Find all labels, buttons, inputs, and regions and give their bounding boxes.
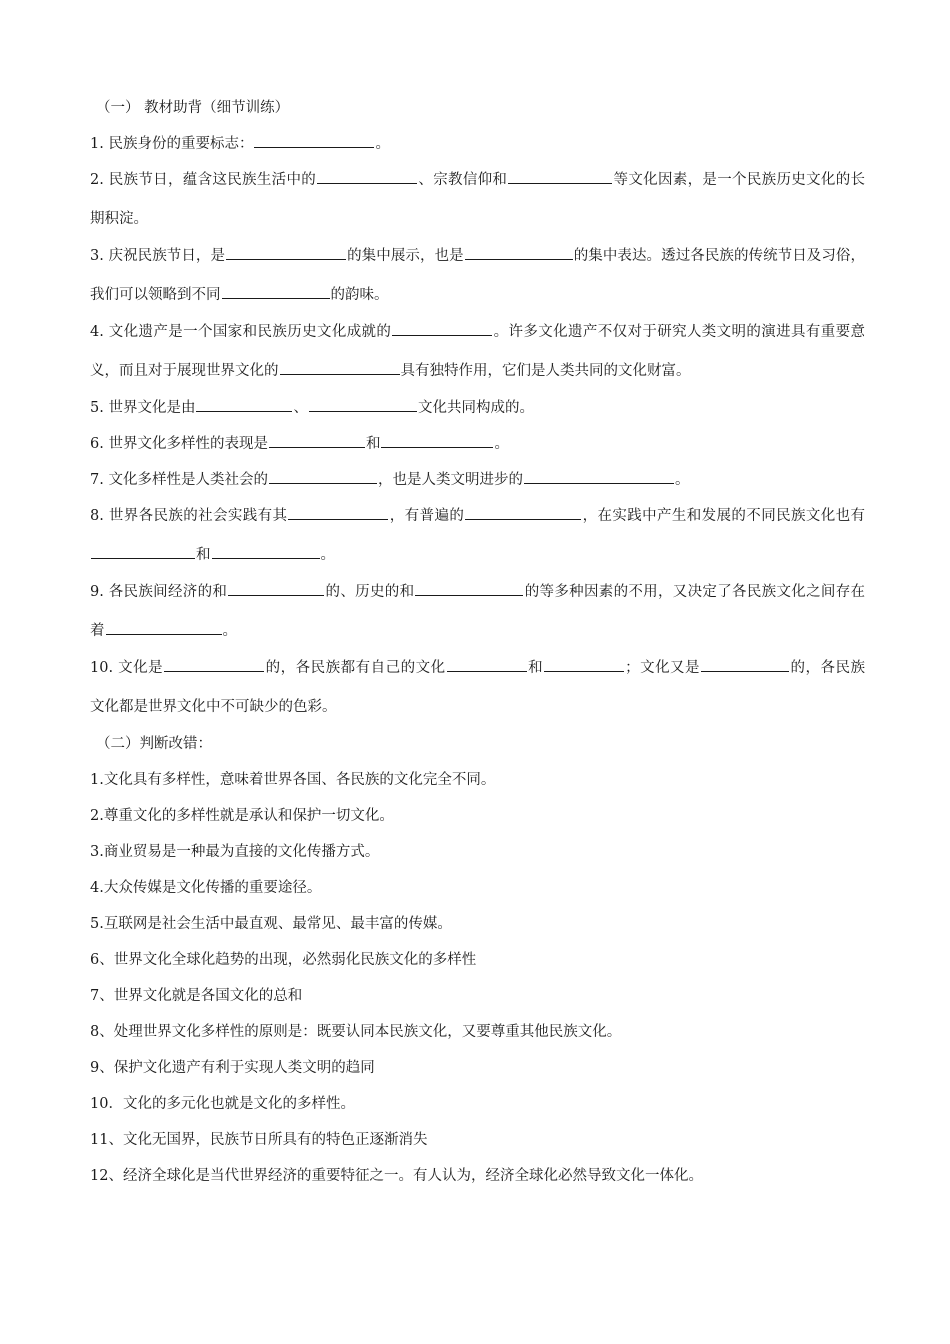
answer-blank[interactable] [280,360,400,375]
q3-text-b: 的集中展示，也是 [347,248,464,264]
q5-text-b: 、 [293,400,308,416]
judge-item-9: 9、保护文化遗产有利于实现人类文明的趋同 [90,1060,375,1076]
q7-text-a: 7. 文化多样性是人类社会的 [90,472,268,488]
q10-text-b: 的，各民族都有自己的文化 [265,660,446,676]
q3-text-a: 3. 庆祝民族节日，是 [90,248,226,264]
q5-text-c: 文化共同构成的。 [417,400,534,416]
q8-text-c: ，在实践中产生和发展的不同民族文化也有 [582,508,865,524]
q10-text-d: ；文化又是 [625,660,701,676]
judge-item-11: 11、文化无国界，民族节日所具有的特色正逐渐消失 [90,1132,428,1148]
fill-question-4 [90,313,865,391]
fill-question-5 [90,396,865,420]
q10-text-c: 和 [527,660,544,676]
answer-blank[interactable] [228,581,324,596]
q10-text-a: 10. 文化是 [90,660,164,676]
q8-text-e: 。 [320,547,335,563]
judge-item-4: 4.大众传媒是文化传播的重要途径。 [90,880,322,896]
answer-blank[interactable] [288,505,388,520]
answer-blank[interactable] [701,657,789,672]
fill-question-1 [90,132,865,156]
q4-text-b: 。许多文化遗产不仅对于研究人类文明的演进具有重要意义，而且对于展现世界文化的 [90,324,865,379]
q9-text-d: 。 [222,623,237,639]
answer-blank[interactable] [164,657,264,672]
answer-blank[interactable] [381,433,493,448]
q3-text-d: 的韵味。 [330,287,389,303]
q5-text-a: 5. 世界文化是由 [90,400,196,416]
fill-question-9 [90,573,865,651]
q6-text-b: 和 [365,436,381,452]
section-2-heading: （二）判断改错： [96,736,212,752]
answer-blank[interactable] [269,469,377,484]
q9-text-c: 的等多种因素的不用，又决定了各民族文化之间存在着 [90,584,866,639]
answer-blank[interactable] [254,133,374,148]
fill-question-2 [90,161,865,239]
answer-blank[interactable] [392,321,492,336]
judge-item-7: 7、世界文化就是各国文化的总和 [90,988,303,1004]
answer-blank[interactable] [465,505,581,520]
judge-item-10: 10．文化的多元化也就是文化的多样性。 [90,1096,355,1112]
answer-blank[interactable] [317,169,417,184]
q6-text-c: 。 [494,436,509,452]
judge-item-3: 3.商业贸易是一种最为直接的文化传播方式。 [90,844,380,860]
answer-blank[interactable] [524,469,674,484]
answer-blank[interactable] [508,169,612,184]
q10-text-e: 的，各民族文化都是世界文化中不可缺少的色彩。 [90,660,866,715]
q8-text-a: 8. 世界各民族的社会实践有其 [90,508,288,524]
q7-text-c: 。 [674,472,690,488]
answer-blank[interactable] [447,657,527,672]
q8-text-b: ，有普遍的 [389,508,465,524]
fill-question-10 [90,649,865,727]
q7-text-b: ，也是人类文明进步的 [377,472,523,488]
q3-text-c: 的集中表达。透过各民族的传统节日及习俗，我们可以领略到不同 [90,248,865,303]
worksheet-page [90,96,865,1200]
section-1-heading: （一） 教材助背（细节训练） [96,100,290,116]
judge-item-2: 2.尊重文化的多样性就是承认和保护一切文化。 [90,808,394,824]
q2-text-c: 等文化因素，是一个民族历史文化的长期积淀。 [90,172,865,227]
q9-text-b: 的、历史的和 [325,584,415,600]
answer-blank[interactable] [106,620,222,635]
q9-text-a: 9. 各民族间经济的和 [90,584,228,600]
judge-item-6: 6、世界文化全球化趋势的出现，必然弱化民族文化的多样性 [90,952,477,968]
answer-blank[interactable] [226,245,346,260]
q2-text-a: 2. 民族节日，蕴含这民族生活中的 [90,172,317,188]
q4-text-a: 4. 文化遗产是一个国家和民族历史文化成就的 [90,324,392,340]
answer-blank[interactable] [415,581,523,596]
judge-item-8: 8、处理世界文化多样性的原则是：既要认同本民族文化，又要尊重其他民族文化。 [90,1024,622,1040]
answer-blank[interactable] [309,397,417,412]
judge-item-5: 5.互联网是社会生活中最直观、最常见、最丰富的传媒。 [90,916,452,932]
answer-blank[interactable] [269,433,365,448]
q1-text-a: 1. 民族身份的重要标志： [90,136,254,152]
answer-blank[interactable] [91,544,195,559]
answer-blank[interactable] [222,284,330,299]
answer-blank[interactable] [212,544,320,559]
fill-question-7 [90,468,865,492]
answer-blank[interactable] [465,245,573,260]
q4-text-c: 具有独特作用，它们是人类共同的文化财富。 [400,363,691,379]
fill-question-3 [90,237,865,315]
q6-text-a: 6. 世界文化多样性的表现是 [90,436,268,452]
q8-text-d: 和 [196,547,211,563]
answer-blank[interactable] [544,657,624,672]
judge-item-1: 1.文化具有多样性，意味着世界各国、各民族的文化完全不同。 [90,772,496,788]
q1-text-b: 。 [375,136,390,152]
q2-text-b: 、宗教信仰和 [418,172,508,188]
answer-blank[interactable] [196,397,292,412]
fill-question-6 [90,432,865,456]
fill-question-8 [90,497,865,575]
judge-item-12: 12、经济全球化是当代世界经济的重要特征之一。有人认为，经济全球化必然导致文化一体化。 [90,1168,703,1184]
